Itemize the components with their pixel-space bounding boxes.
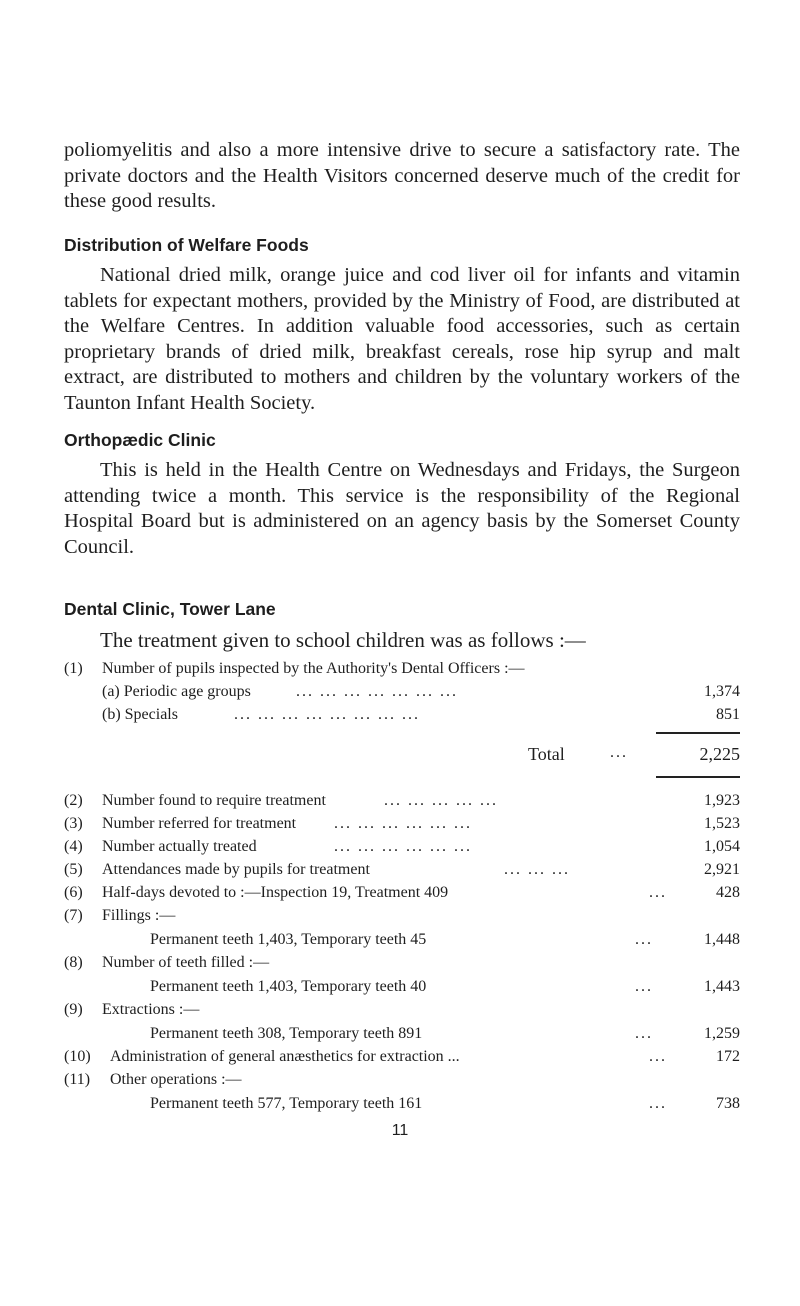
list-item: Permanent teeth 1,403, Temporary teeth 40 ... 1,443 (150, 978, 740, 995)
item-number: (11) (64, 1071, 91, 1088)
divider (656, 776, 740, 778)
item-value: 428 (716, 884, 740, 901)
item-text: Permanent teeth 308, Temporary teeth 891 (150, 1025, 423, 1042)
item-value: 1,374 (704, 683, 740, 700)
item-text: Number actually treated (102, 838, 257, 855)
total-row: Total ... 2,225 (528, 744, 740, 764)
list-item (64, 1071, 740, 1091)
item-number: (3) (64, 815, 83, 832)
list-item (64, 1001, 740, 1021)
item-value: 738 (716, 1095, 740, 1112)
item-number: (7) (64, 907, 83, 924)
item-text: Extractions :— (102, 1001, 200, 1018)
item-sublabel: (b) (102, 706, 121, 723)
item-text: Periodic age groups (123, 683, 251, 700)
list-item (64, 660, 740, 680)
item-number: (4) (64, 838, 83, 855)
item-value: 1,443 (704, 978, 740, 995)
item-value: 1,054 (704, 838, 740, 855)
list-item: (10) Administration of general anæsthetics for extraction ... ... 172 (64, 1048, 740, 1065)
item-text: Number referred for treatment (102, 815, 297, 832)
item-value: 1,923 (704, 792, 740, 809)
total-value: 2,225 (699, 744, 740, 764)
item-number: (1) (64, 660, 83, 677)
item-text: Permanent teeth 577, Temporary teeth 161 (150, 1095, 423, 1112)
list-item: (b) Specials ... ... ... ... ... ... ... ... 851 (102, 706, 740, 723)
list-item (64, 954, 740, 974)
item-number: (2) (64, 792, 83, 809)
orthopaedic-paragraph: This is held in the Health Centre on Wednesdays and Fridays, the Surgeon attending twice a month. This service is the responsibility of the Regional Hospital Board but is administered on an agency basis by the Somerset County Council. (64, 459, 740, 558)
item-text: Specials (124, 706, 178, 723)
item-text: Other operations :— (110, 1071, 242, 1088)
item-text: Fillings :— (102, 907, 176, 924)
item-number: (10) (64, 1048, 91, 1065)
list-item (64, 907, 740, 927)
item-text: Half-days devoted to :—Inspection 19, Treatment 409 (102, 884, 449, 901)
list-item: Permanent teeth 308, Temporary teeth 891 ... 1,259 (150, 1025, 740, 1042)
orthopaedic-heading: Orthopædic Clinic (64, 430, 216, 450)
divider (656, 732, 740, 734)
page-number: 11 (391, 1122, 409, 1139)
item-text: Attendances made by pupils for treatment (102, 861, 370, 878)
item-value: 172 (716, 1048, 740, 1065)
welfare-heading: Distribution of Welfare Foods (64, 235, 309, 255)
list-item: (6) Half-days devoted to :—Inspection 19, Treatment 409 ... 428 (64, 884, 740, 901)
list-item: (3) Number referred for treatment ... ... ... ... ... ... 1,523 (64, 815, 740, 832)
item-value: 1,523 (704, 815, 740, 832)
item-value: 1,448 (704, 931, 740, 948)
item-value: 2,921 (704, 861, 740, 878)
list-item: Permanent teeth 1,403, Temporary teeth 45 ... 1,448 (150, 931, 740, 948)
item-text: Permanent teeth 1,403, Temporary teeth 40 (150, 978, 427, 995)
item-number: (9) (64, 1001, 83, 1018)
list-item: (5) Attendances made by pupils for treatment ... ... ... 2,921 (64, 861, 740, 878)
list-item: (4) Number actually treated ... ... ... ... ... ... 1,054 (64, 838, 740, 855)
item-text: Permanent teeth 1,403, Temporary teeth 45 (150, 931, 427, 948)
intro-paragraph: poliomyelitis and also a more intensive drive to secure a satisfactory rate. The private doctors and the Health Visitors concerned deserve much of the credit for these good results. (64, 139, 740, 212)
item-number: (5) (64, 861, 83, 878)
item-sublabel: (a) (102, 683, 120, 700)
list-item: Permanent teeth 577, Temporary teeth 161 ... 738 (150, 1095, 740, 1112)
item-number: (8) (64, 954, 83, 971)
item-text: Number of teeth filled :— (102, 954, 270, 971)
list-item: (a) Periodic age groups ... ... ... ... ... ... ... 1,374 (102, 683, 740, 700)
item-number: (6) (64, 884, 83, 901)
item-text: Administration of general anæsthetics for extraction ... (110, 1048, 460, 1065)
item-text: Number of pupils inspected by the Authority's Dental Officers :— (102, 660, 525, 677)
total-label: Total (528, 744, 565, 764)
item-value: 1,259 (704, 1025, 740, 1042)
item-value: 851 (716, 706, 740, 723)
list-item: (2) Number found to require treatment ... ... ... ... ... 1,923 (64, 792, 740, 809)
dental-intro: The treatment given to school children was as follows :— (100, 628, 586, 652)
dental-heading: Dental Clinic, Tower Lane (64, 599, 276, 619)
item-text: Number found to require treatment (102, 792, 326, 809)
welfare-paragraph: National dried milk, orange juice and cod liver oil for infants and vitamin tablets for expectant mothers, provided by the Ministry of Food, are distributed at the Welfare Centres. In addition valuable food accessories, such as certain proprietary brands of dried milk, breakfast cereals, rose hip syrup and malt extract, are distributed to mothers and children by the voluntary workers of the Taunton Infant Health Society. (64, 264, 740, 414)
